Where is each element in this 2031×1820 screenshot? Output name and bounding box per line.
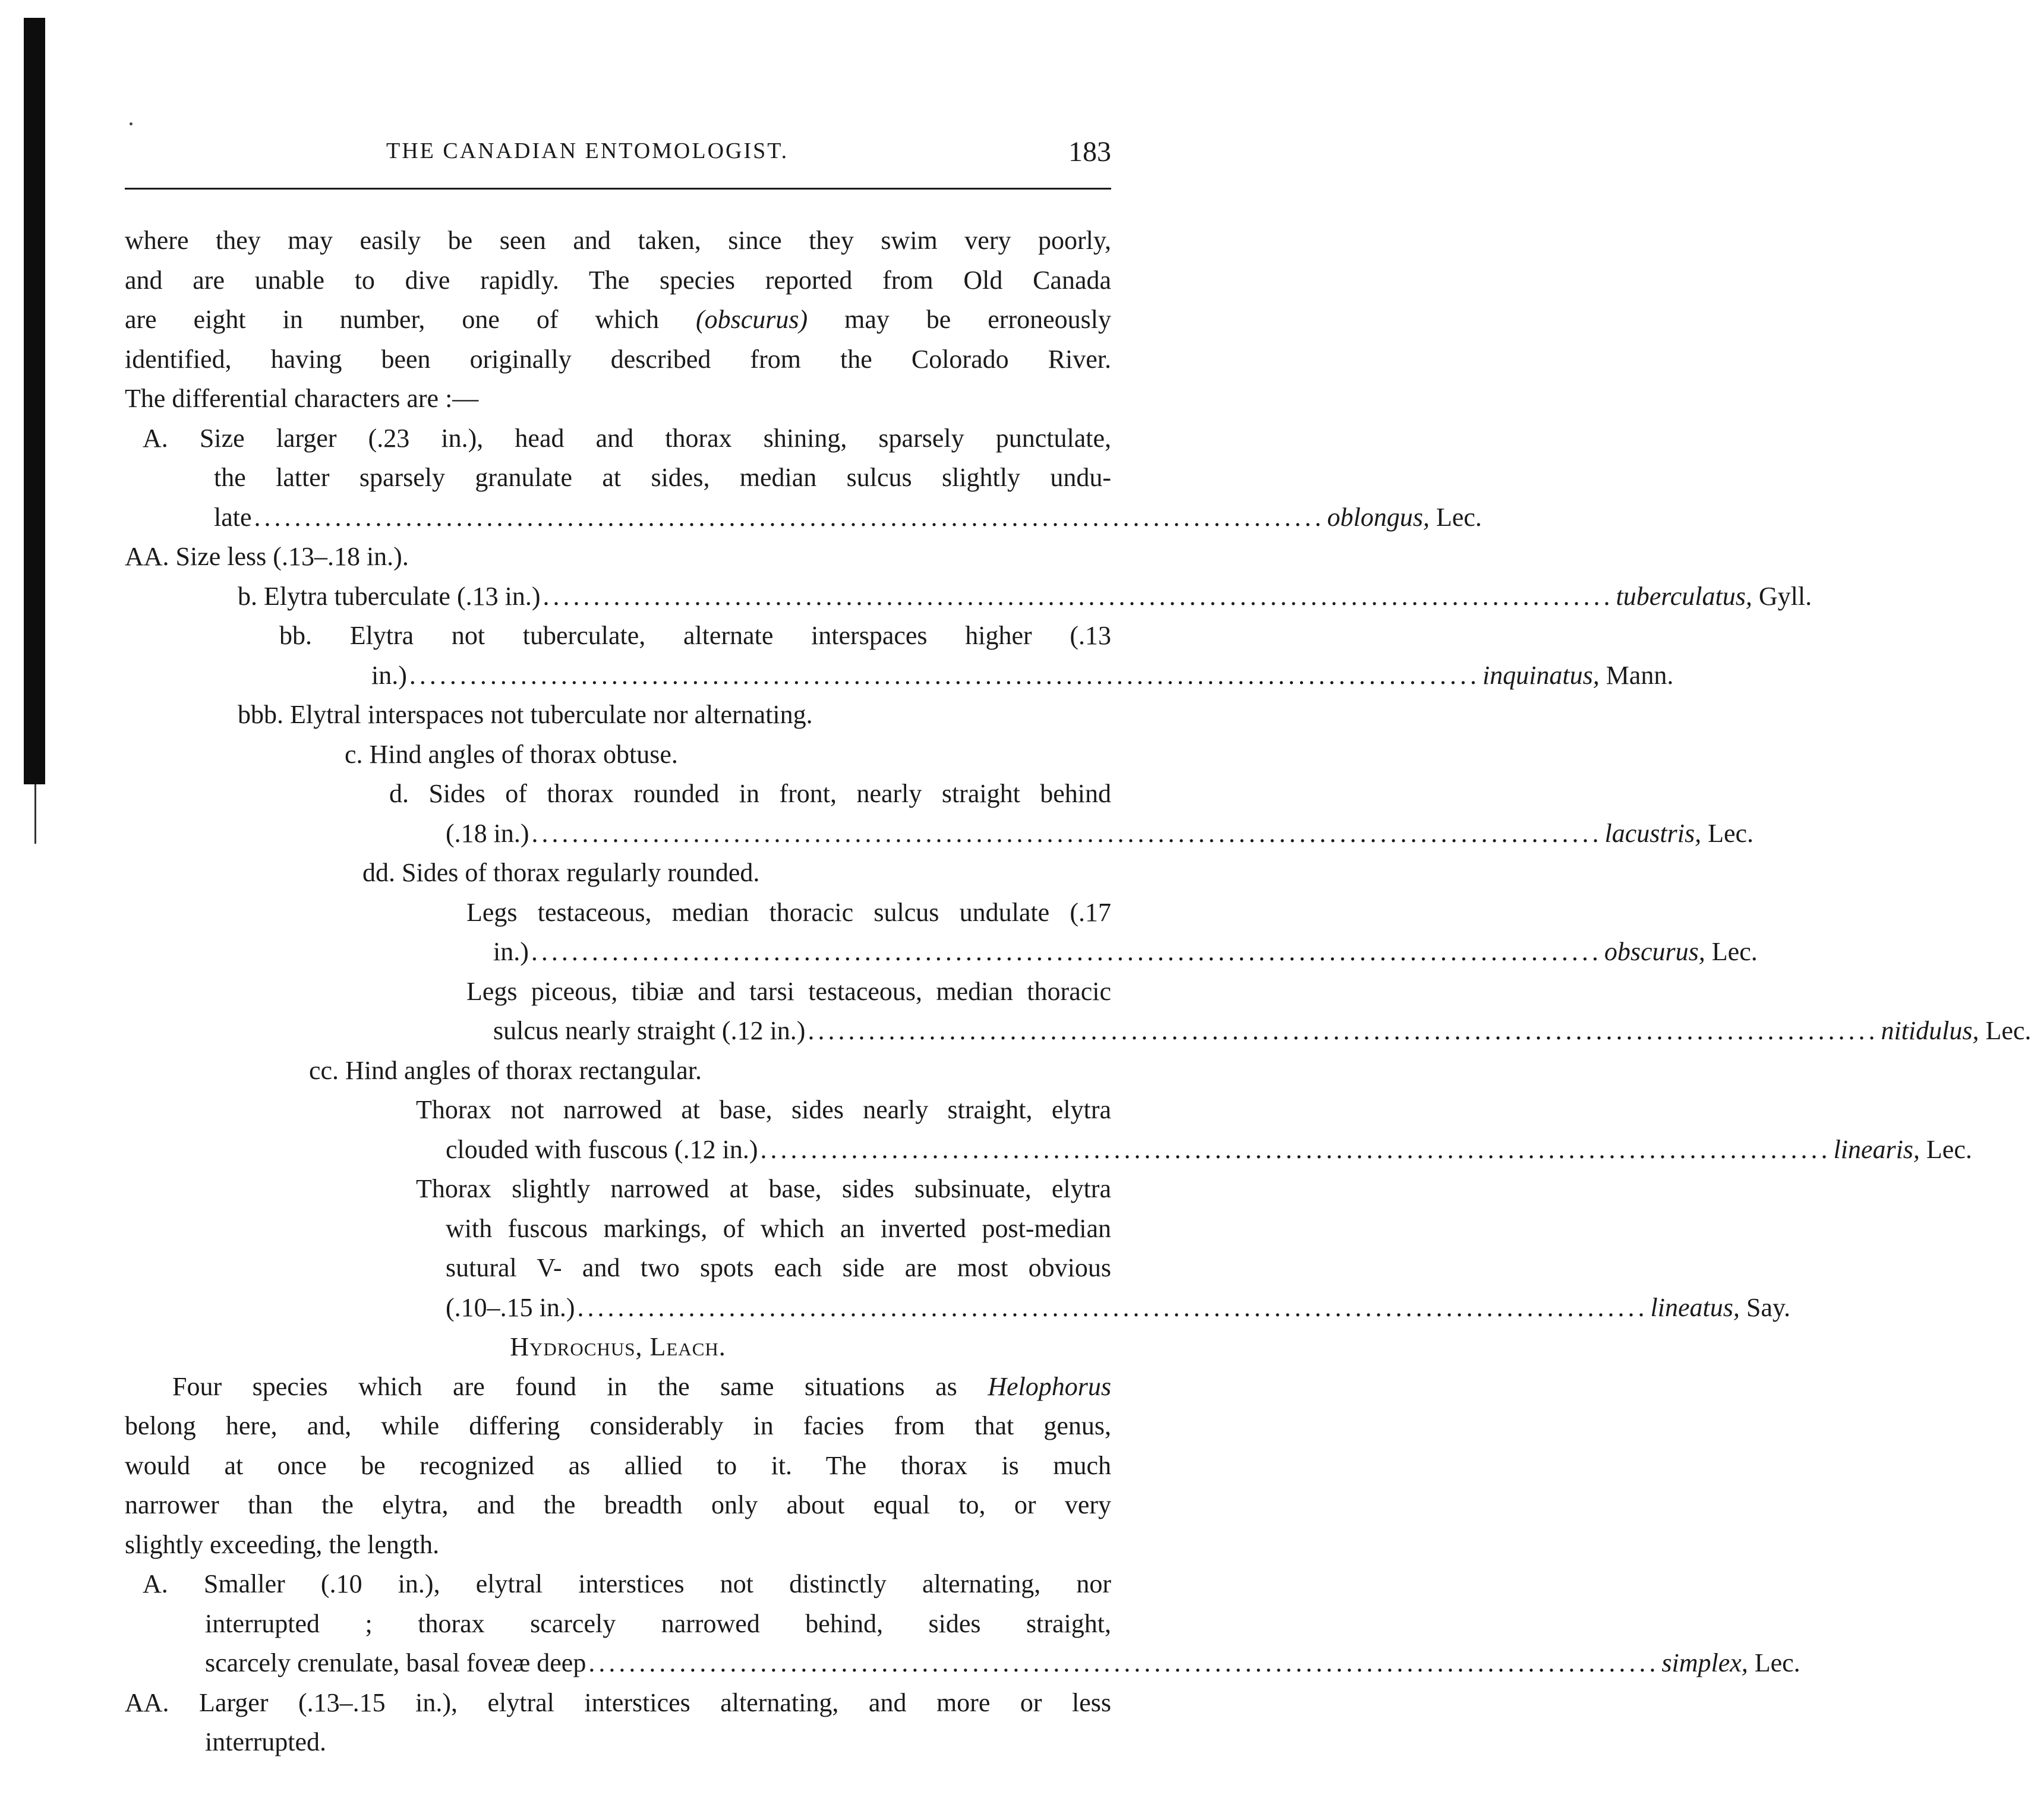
- species-name: oblongus,: [1327, 502, 1430, 532]
- key-entry: b. Elytra tuberculate (.13 in.) .......................................................................................................... tuberculatus, Gyll.: [125, 577, 1111, 617]
- page-header: [125, 135, 1111, 171]
- key2-text-line: interrupted.: [205, 1727, 327, 1756]
- text-line: and are unable to dive rapidly. The species reported from Old Canada: [125, 265, 1111, 295]
- species-name: simplex,: [1661, 1648, 1748, 1677]
- species-name: linearis,: [1833, 1134, 1920, 1164]
- page-number: 183: [1068, 136, 1111, 168]
- key-text-line: Legs piceous, tibiæ and tarsi testaceous, median thoracic: [466, 976, 1111, 1006]
- key-couplet-c: c. Hind angles of thorax obtuse.: [345, 739, 678, 769]
- text-line: would at once be recognized as allied to it. The thorax is much: [125, 1450, 1111, 1480]
- key2-couplet-A: A. Smaller (.10 in.), elytral interstices not distinctly alternating, nor: [143, 1569, 1111, 1598]
- species-name: (obscurus): [695, 305, 808, 334]
- key-entry: in.) .......................................................................................................... inquinatus, Mann.: [125, 656, 1111, 696]
- species-name: nitidulus,: [1881, 1016, 1979, 1045]
- key2-entry: scarcely crenulate, basal foveæ deep .......................................................................................................... simplex, Lec.: [125, 1644, 1111, 1683]
- page-body: [125, 221, 2031, 1762]
- key-text-line: Thorax slightly narrowed at base, sides subsinuate, elytra: [416, 1174, 1111, 1203]
- key-entry: in.) .......................................................................................................... obscurus, Lec.: [125, 932, 1111, 972]
- key-text-line: the latter sparsely granulate at sides, median sulcus slightly undu-: [214, 463, 1111, 492]
- binding-edge: [24, 18, 45, 784]
- species-name: inquinatus,: [1482, 660, 1600, 690]
- running-title: THE CANADIAN ENTOMOLOGIST.: [386, 138, 789, 163]
- key-couplet-dd: dd. Sides of thorax regularly rounded.: [362, 858, 760, 887]
- species-name: obscurus,: [1604, 937, 1705, 966]
- key-couplet-A: A. Size larger (.23 in.), head and thorax shining, sparsely punctulate,: [143, 423, 1111, 453]
- species-name: lineatus,: [1650, 1292, 1740, 1322]
- key-entry: clouded with fuscous (.12 in.) .......................................................................................................... linearis, Lec.: [125, 1130, 1111, 1170]
- header-rule: [125, 188, 1111, 190]
- key-text-line: sutural V- and two spots each side are most obvious: [446, 1253, 1111, 1282]
- key-couplet-bbb: bbb. Elytral interspaces not tuberculate nor alternating.: [238, 700, 813, 729]
- key2-text-line: interrupted ; thorax scarcely narrowed behind, sides straight,: [205, 1608, 1111, 1638]
- key2-couplet-AA: AA. Larger (.13–.15 in.), elytral interstices alternating, and more or less: [125, 1687, 1111, 1717]
- text-line: narrower than the elytra, and the breadth only about equal to, or very: [125, 1490, 1111, 1519]
- key-text-line: with fuscous markings, of which an inverted post-median: [446, 1213, 1111, 1243]
- genus-name: Helophorus: [988, 1371, 1111, 1401]
- key-text-line: Thorax not narrowed at base, sides nearly straight, elytra: [416, 1095, 1111, 1124]
- species-name: tuberculatus,: [1616, 581, 1752, 611]
- genus-heading: Hydrochus, Leach.: [510, 1332, 726, 1361]
- key-entry: late .......................................................................................................... oblongus, Lec.: [125, 498, 1111, 538]
- species-name: lacustris,: [1604, 818, 1702, 848]
- text-line: identified, having been originally described from the Colorado River.: [125, 344, 1111, 374]
- text-line: are eight in number, one of which (obscurus) may be erroneously: [125, 305, 1111, 334]
- key-couplet-AA: AA. Size less (.13–.18 in.).: [125, 542, 409, 571]
- key-couplet-d: d. Sides of thorax rounded in front, nearly straight behind: [389, 779, 1111, 808]
- text-line: The differential characters are :—: [125, 384, 479, 413]
- key-entry: sulcus nearly straight (.12 in.) .......................................................................................................... nitidulus, Lec.: [125, 1011, 1111, 1051]
- key-entry: (.18 in.) .......................................................................................................... lacustris, Lec.: [125, 814, 1111, 854]
- key-entry: (.10–.15 in.) .......................................................................................................... lineatus, Say.: [125, 1288, 1111, 1328]
- key-couplet-bb: bb. Elytra not tuberculate, alternate interspaces higher (.13: [279, 621, 1111, 650]
- key-text-line: Legs testaceous, median thoracic sulcus undulate (.17: [466, 897, 1111, 927]
- ink-speck: [130, 122, 133, 125]
- binding-edge-tail: [34, 784, 36, 844]
- text-line: belong here, and, while differing considerably in facies from that genus,: [125, 1411, 1111, 1440]
- text-line: slightly exceeding, the length.: [125, 1529, 440, 1559]
- key-couplet-cc: cc. Hind angles of thorax rectangular.: [309, 1055, 702, 1085]
- text-line: Four species which are found in the same situations as Helophorus: [172, 1371, 1111, 1401]
- text-line: where they may easily be seen and taken, since they swim very poorly,: [125, 226, 1111, 255]
